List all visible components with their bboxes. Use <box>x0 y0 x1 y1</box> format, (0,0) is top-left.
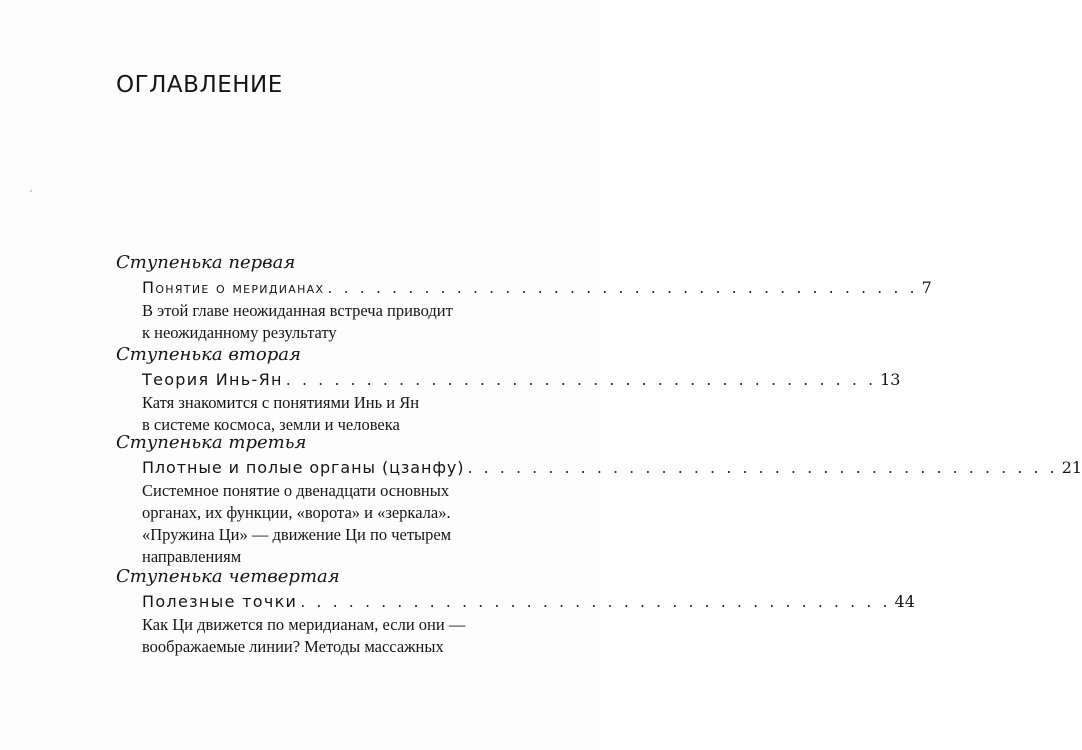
description-line: к неожиданному результату <box>142 323 337 342</box>
chapter-label-1: Ступенька первая <box>116 252 296 273</box>
toc-entry-3[interactable] <box>142 458 1082 477</box>
description-line: Системное понятие о двенадцати основных <box>142 481 450 500</box>
page-number-3: 21 <box>1061 458 1082 477</box>
description-line: направлениям <box>142 547 242 566</box>
page-number-2: 13 <box>880 370 901 389</box>
paper-speck <box>30 190 32 192</box>
description-line: «Пружина Ци» — движение Ци по четырем <box>142 525 452 544</box>
dot-leader: . . . . . . . . . . . . . . . . . . . . . . . . . . . . . . . . . . . . . <box>285 370 877 389</box>
chapter-label-3: Ступенька третья <box>116 432 307 453</box>
toc-entry-1[interactable] <box>142 278 932 297</box>
chapter-title-1: Понятие о меридианах <box>142 278 325 297</box>
chapter-description-4 <box>142 614 502 658</box>
dot-leader: . . . . . . . . . . . . . . . . . . . . . . . . . . . . . . . . . . . . . <box>467 458 1058 477</box>
chapter-description-2 <box>142 392 502 436</box>
chapter-title-2: Теория Инь-Ян <box>142 370 283 389</box>
chapter-label-2: Ступенька вторая <box>116 344 301 365</box>
chapter-description-1 <box>142 300 502 344</box>
toc-entry-2[interactable] <box>142 370 901 389</box>
description-line: В этой главе неожиданная встреча приводит <box>142 301 453 320</box>
dot-leader: . . . . . . . . . . . . . . . . . . . . . . . . . . . . . . . . . . . . . <box>300 592 891 611</box>
dot-leader: . . . . . . . . . . . . . . . . . . . . . . . . . . . . . . . . . . . . . <box>327 278 918 297</box>
page-title: ОГЛАВЛЕНИЕ <box>116 72 283 98</box>
chapter-description-3 <box>142 480 502 568</box>
page-number-1: 7 <box>921 278 932 297</box>
chapter-title-3: Плотные и полые органы (цзанфу) <box>142 458 465 477</box>
page-number-4: 44 <box>894 592 915 611</box>
description-line: Катя знакомится с понятиями Инь и Ян <box>142 393 420 412</box>
description-line: Как Ци движется по меридианам, если они — <box>142 615 466 634</box>
toc-entry-4[interactable] <box>142 592 915 611</box>
chapter-label-4: Ступенька четвертая <box>116 566 340 587</box>
description-line: в системе космоса, земли и человека <box>142 415 400 434</box>
description-line: органах, их функции, «ворота» и «зеркала». <box>142 503 451 522</box>
description-line: воображаемые линии? Методы массажных <box>142 637 444 656</box>
chapter-title-4: Полезные точки <box>142 592 298 611</box>
